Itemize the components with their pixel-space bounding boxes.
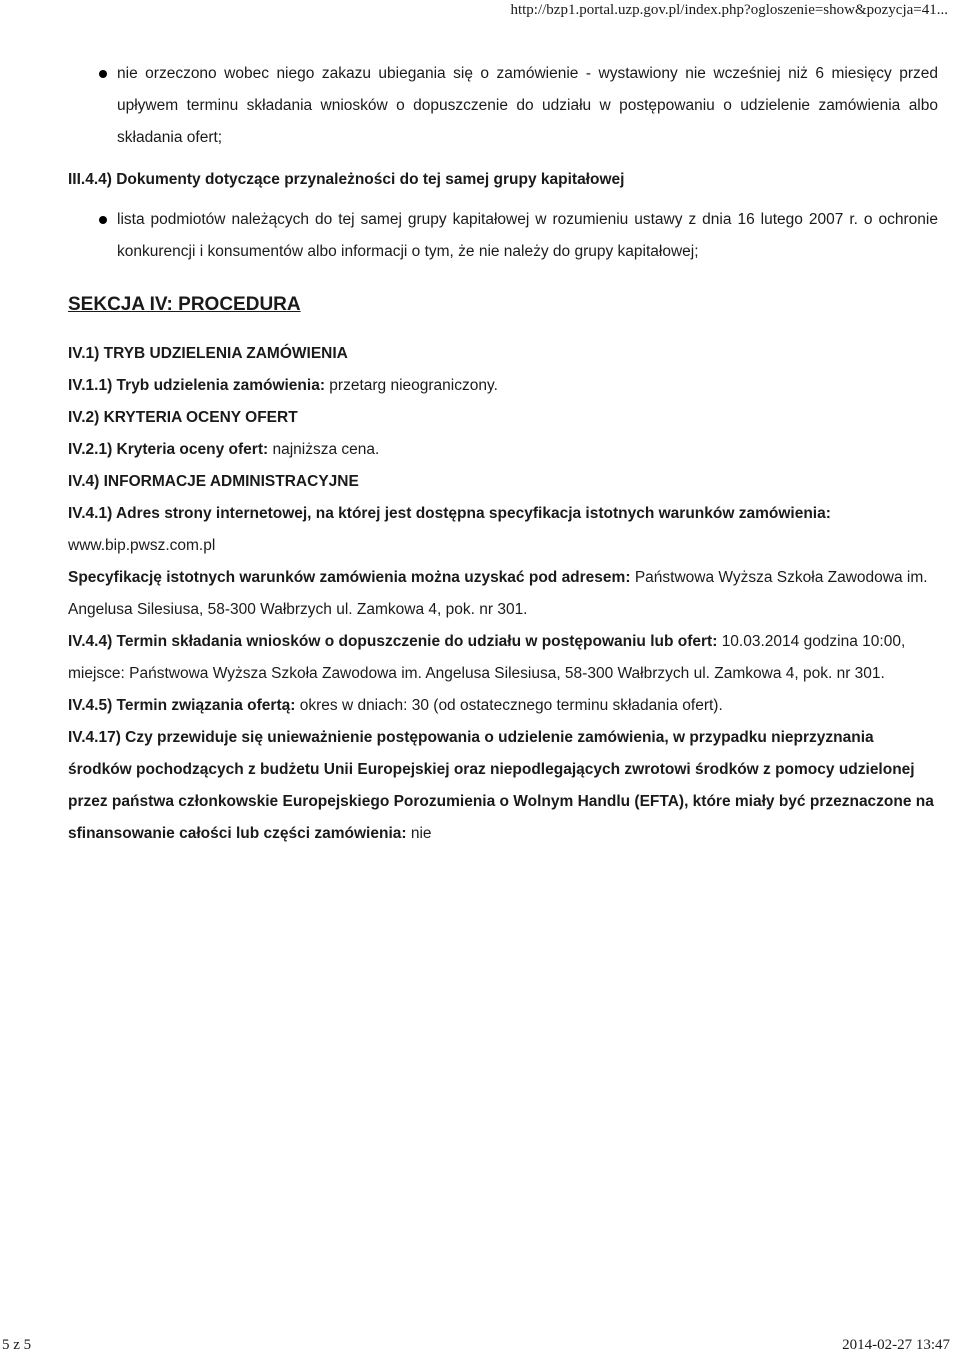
field-label: IV.2.1) Kryteria oceny ofert: — [68, 441, 269, 458]
field-label: IV.4.1) Adres strony internetowej, na której jest dostępna specyfikacja istotnych warunków zamówienia: — [68, 505, 831, 522]
bullet-icon — [99, 70, 107, 78]
field-siwz-address — [68, 562, 938, 626]
page-url-header: http://bzp1.portal.uzp.gov.pl/index.php?ogloszenie=show&pozycja=41... — [510, 2, 948, 18]
field-iv-4-4 — [68, 626, 938, 690]
list-item-capital-group — [68, 204, 938, 268]
field-iv-2-1 — [68, 434, 938, 466]
bullet-icon — [99, 216, 107, 224]
field-value: 10.03.2014 godzina 10:00, miejsce: Państwowa Wyższa Szkoła Zawodowa im. Angelusa Silesiusa, 58-300 Wałbrzych ul. Zamkowa 4, pok. nr 301. — [68, 633, 906, 682]
list-item-ban — [68, 58, 938, 154]
heading-iv-2: IV.2) KRYTERIA OCENY OFERT — [68, 409, 298, 426]
field-label: Specyfikację istotnych warunków zamówienia można uzyskać pod adresem: — [68, 569, 631, 586]
field-label: IV.4.4) Termin składania wniosków o dopuszczenie do udziału w postępowaniu lub ofert: — [68, 633, 718, 650]
field-value: przetarg nieograniczony. — [329, 377, 498, 394]
field-value: Państwowa Wyższa Szkoła Zawodowa im. Angelusa Silesiusa, 58-300 Wałbrzych ul. Zamkowa 4, pok. nr 301. — [68, 569, 928, 618]
field-iv-1-1 — [68, 370, 938, 402]
field-label: IV.4.5) Termin związania ofertą: — [68, 697, 296, 714]
heading-iv-4: IV.4) INFORMACJE ADMINISTRACYJNE — [68, 473, 359, 490]
field-value: www.bip.pwsz.com.pl — [68, 537, 216, 554]
list-item-text: lista podmiotów należących do tej samej grupy kapitałowej w rozumieniu ustawy z dnia 16 lutego 2007 r. o ochronie konkurencji i konsumentów albo informacji o tym, że nie należy do grupy kapitałowej; — [117, 211, 938, 260]
field-iv-4-1 — [68, 498, 938, 562]
field-label: IV.4.17) Czy przewiduje się unieważnienie postępowania o udzielenie zamówienia, w przypadku nieprzyznania środków pochodzących z budżetu Unii Europejskiej oraz niepodlegających zwrotowi środków z pomocy udzielonej przez państwa członkowskie Europejskiego Porozumienia o Wolnym Handlu (EFTA), które miały być przeznaczone na sfinansowanie całości lub części zamówienia: — [68, 729, 934, 842]
field-value: najniższa cena. — [272, 441, 380, 458]
field-iv-4-17 — [68, 722, 938, 850]
page-number: 5 z 5 — [2, 1337, 32, 1353]
list-item-text: nie orzeczono wobec niego zakazu ubiegania się o zamówienie - wystawiony nie wcześniej niż 6 miesięcy przed upływem terminu składania wniosków o dopuszczenie do udziału w postępowaniu o udzielenie zamówienia albo składania ofert; — [117, 65, 938, 146]
field-label: IV.1.1) Tryb udzielenia zamówienia: — [68, 377, 325, 394]
print-timestamp: 2014-02-27 13:47 — [842, 1337, 950, 1353]
field-iv-4-5 — [68, 690, 938, 722]
section-title: SEKCJA IV: PROCEDURA — [68, 294, 301, 315]
heading-iv-1: IV.1) TRYB UDZIELENIA ZAMÓWIENIA — [68, 345, 348, 362]
document-body — [68, 0, 938, 850]
field-value: okres w dniach: 30 (od ostatecznego terminu składania ofert). — [299, 697, 723, 714]
heading-iii-4-4: III.4.4) Dokumenty dotyczące przynależności do tej samej grupy kapitałowej — [68, 171, 625, 188]
field-value: nie — [410, 825, 432, 842]
